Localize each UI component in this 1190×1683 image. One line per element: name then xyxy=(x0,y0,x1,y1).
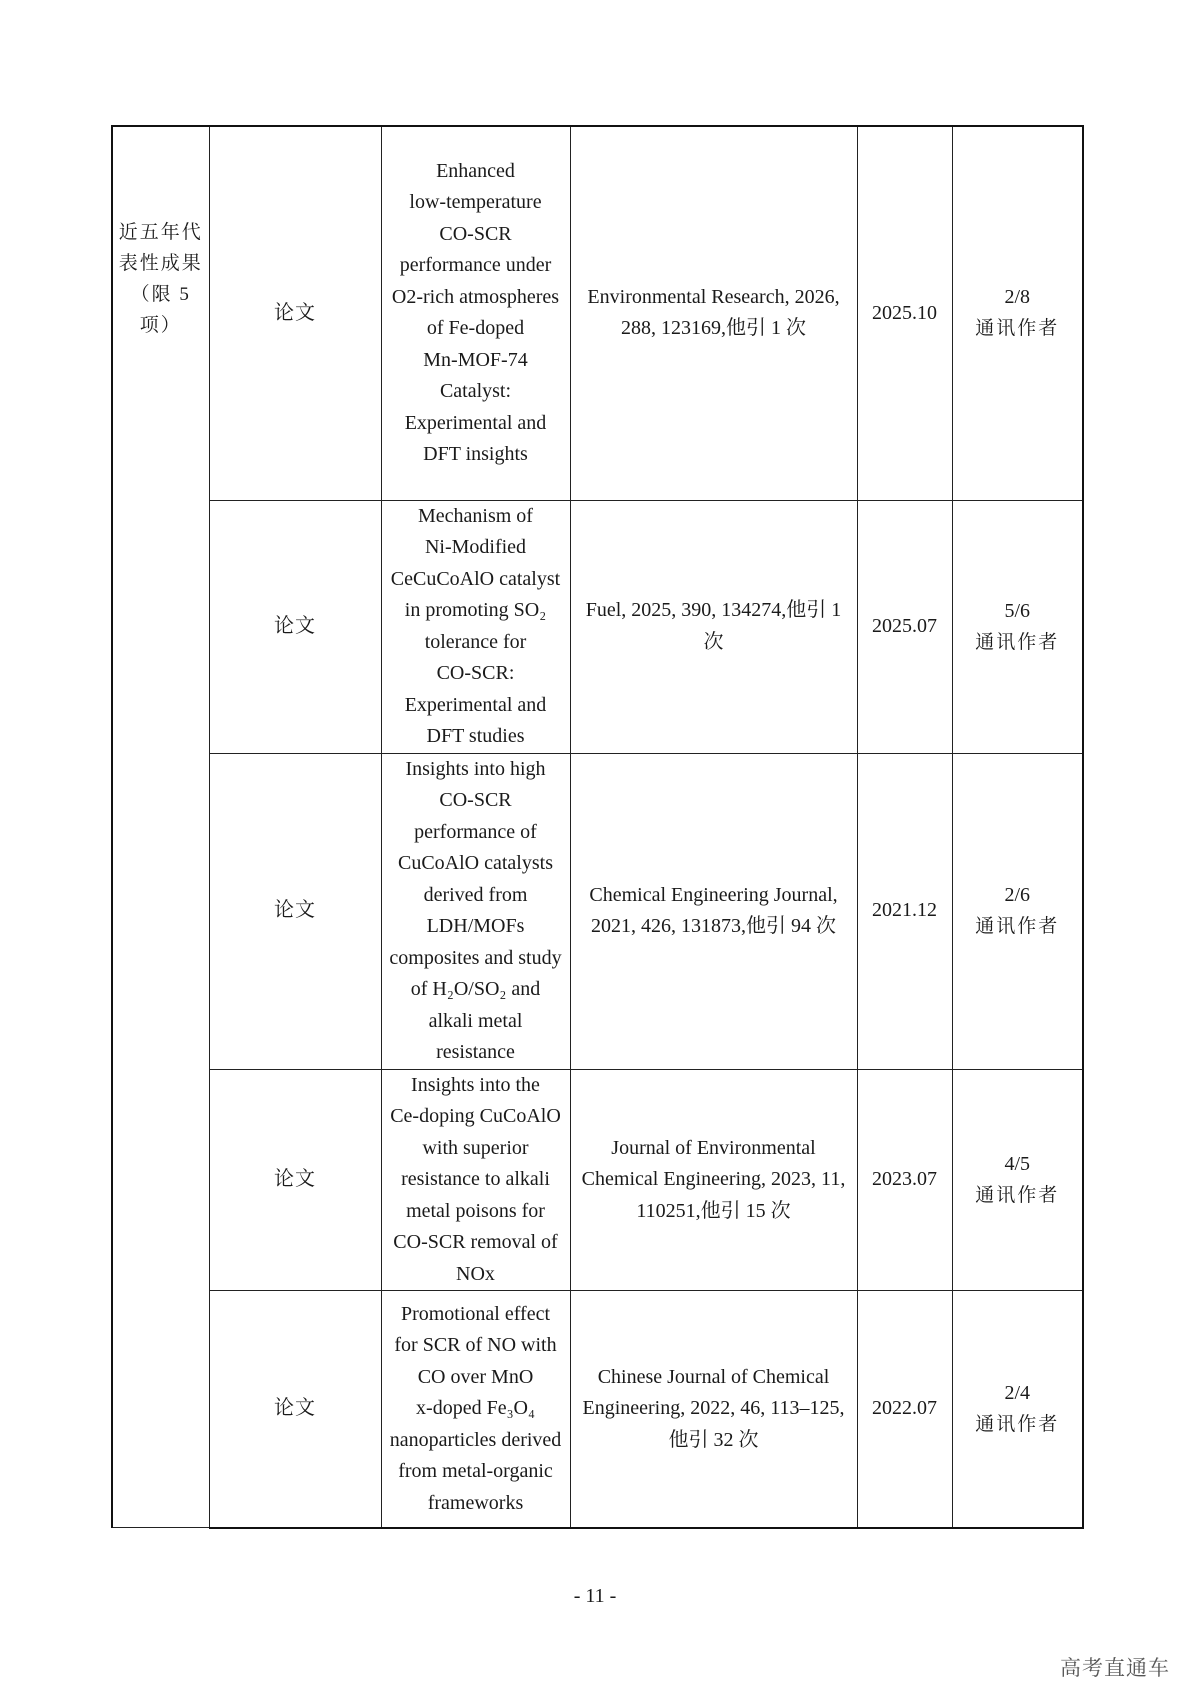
paper-source: Chinese Journal of Chemical Engineering, 2022, 46, 113–125, 他引 32 次 xyxy=(582,1365,845,1451)
date-cell xyxy=(857,1291,952,1528)
source-cell xyxy=(570,753,857,1069)
watermark: 高考直通车 xyxy=(1060,1656,1170,1680)
type-cell xyxy=(209,126,381,500)
achievements-table xyxy=(111,125,1084,1529)
title-cell xyxy=(381,1291,570,1528)
type-label: 论文 xyxy=(274,301,316,324)
type-cell xyxy=(209,1291,381,1528)
author-role: 通讯作者 xyxy=(975,1413,1060,1435)
type-label: 论文 xyxy=(274,899,316,922)
paper-title: Insights into the Ce-doping CuCoAlO with superior resistance to alkali metal poisons for CO-SCR removal of NOx xyxy=(390,1073,561,1285)
type-label: 论文 xyxy=(274,1397,316,1419)
type-cell xyxy=(209,753,381,1069)
paper-date: 2025.10 xyxy=(872,301,937,324)
author-rank: 2/6 xyxy=(1004,884,1031,906)
date-cell xyxy=(857,1069,952,1291)
paper-title: Mechanism of Ni-Modified CeCuCoAlO catalyst in promoting SO₂ tolerance for CO-SCR: Experimental and DFT studies xyxy=(390,504,561,747)
role-cell xyxy=(952,753,1083,1069)
type-label: 论文 xyxy=(274,1168,316,1190)
paper-date: 2021.12 xyxy=(872,899,937,922)
table-row xyxy=(112,500,1083,753)
author-rank: 5/6 xyxy=(1004,599,1031,622)
category-label-line: （限 5 项） xyxy=(130,284,191,336)
role-cell xyxy=(952,500,1083,753)
paper-date: 2023.07 xyxy=(872,1168,937,1190)
source-cell xyxy=(570,1069,857,1291)
author-rank: 2/4 xyxy=(1004,1381,1031,1404)
paper-source: Environmental Research, 2026, 288, 123169,他引 1 次 xyxy=(587,285,840,340)
title-cell xyxy=(381,1069,570,1291)
author-role: 通讯作者 xyxy=(975,916,1060,937)
source-cell xyxy=(570,1291,857,1528)
paper-title: Promotional effect for SCR of NO with CO over MnO x-doped Fe₃O₄ nanoparticles derived from metal-organic frameworks xyxy=(389,1302,562,1514)
table-row xyxy=(112,753,1083,1069)
paper-source: Chemical Engineering Journal, 2021, 426, 131873,他引 94 次 xyxy=(589,883,838,937)
paper-date: 2022.07 xyxy=(872,1397,937,1419)
source-cell xyxy=(570,126,857,500)
role-cell xyxy=(952,126,1083,500)
author-role: 通讯作者 xyxy=(975,318,1060,340)
date-cell xyxy=(857,126,952,500)
page-number: - 11 - xyxy=(573,1585,617,1607)
paper-source: Fuel, 2025, 390, 134274,他引 1 次 xyxy=(585,599,842,653)
title-cell xyxy=(381,753,570,1069)
category-cell xyxy=(112,126,209,1528)
category-label-line: 近五年代 xyxy=(118,222,203,243)
type-cell xyxy=(209,1069,381,1291)
type-label: 论文 xyxy=(274,614,316,637)
title-cell xyxy=(381,500,570,753)
source-cell xyxy=(570,500,857,753)
paper-date: 2025.07 xyxy=(872,614,937,637)
table-row xyxy=(112,1291,1083,1528)
title-cell xyxy=(381,126,570,500)
date-cell xyxy=(857,753,952,1069)
type-cell xyxy=(209,500,381,753)
category-label xyxy=(118,217,204,341)
category-label-line: 表性成果 xyxy=(118,253,203,274)
author-rank: 2/8 xyxy=(1004,286,1031,309)
author-role: 通讯作者 xyxy=(975,1184,1060,1206)
table-row xyxy=(112,126,1083,500)
paper-title: Insights into high CO-SCR performance of CuCoAlO catalysts derived from LDH/MOFs composites and study of H₂O/SO₂ and alkali metal resistance xyxy=(389,757,562,1063)
role-cell xyxy=(952,1291,1083,1528)
paper-source: Journal of Environmental Chemical Engineering, 2023, 11, 110251,他引 15 次 xyxy=(581,1136,846,1222)
table-row xyxy=(112,1069,1083,1291)
paper-title: Enhanced low-temperature CO-SCR performance under O2-rich atmospheres of Fe-doped Mn-MOF-74 Catalyst: Experimental and DFT insights xyxy=(391,159,560,466)
role-cell xyxy=(952,1069,1083,1291)
date-cell xyxy=(857,500,952,753)
author-rank: 4/5 xyxy=(1004,1152,1031,1175)
author-role: 通讯作者 xyxy=(975,631,1060,653)
